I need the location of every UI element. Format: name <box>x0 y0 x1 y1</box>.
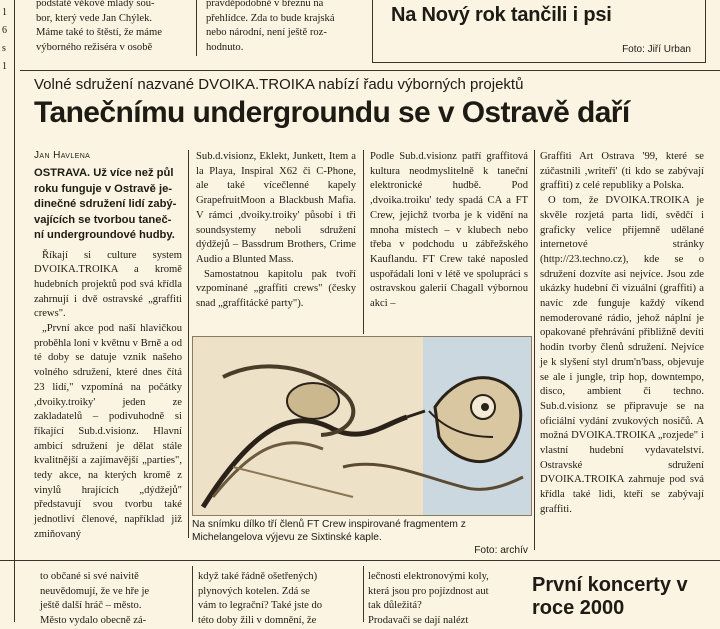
bottom-headline: První koncerty v roce 2000 <box>532 574 688 619</box>
article-col1 <box>34 166 182 543</box>
article-byline: Jan Havlena <box>34 150 91 161</box>
bottom-col-rule-2 <box>363 566 364 622</box>
article-col4-para1: Graffiti Art Ostrava '99, které se zúčastnili ,writeři' (ti kdo se zabývají graffiti) z celé republiky a Polska. <box>540 151 704 192</box>
article-col1-para1: Říkají si culture system DVOIKA.TROIKA a kromě hudebních projektů pod svá křídla zahrnují i dvě ostravské „graffiti crews". <box>34 249 182 320</box>
photo-credit: Foto: archív <box>474 545 528 556</box>
graffiti-photo <box>192 336 532 516</box>
col-rule-3 <box>534 150 535 550</box>
article-headline: Tanečnímu undergroundu se v Ostravě daří <box>34 96 630 129</box>
top-clip-col2: pravděpodobně v březnu na přehlídce. Zda to bude krajská nebo národní, není ještě roz- hodnuto. <box>206 0 335 54</box>
article-col2-para1: Sub.d.visionz, Eklekt, Junkett, Item a la Playa, Inspiral X62 či C-Phone, ale také vícečlenné kapely GrapefruitMoon a Blackbush Mafia. V rámci ,dvoiky.troiky' působí i tři soundsystemy neboli sdružení dýdžejů – Bassdrum Brothers, Crime Audio a Blunted Mass. <box>196 151 356 265</box>
left-margin-rule <box>14 0 15 622</box>
top-clip-col1: podstatě věkově mladý sou- bor, který vede Jan Chýlek. Máme také to štěstí, že máme výborného režiséra v osobě <box>36 0 162 54</box>
side-box <box>372 0 706 63</box>
article-col3 <box>370 150 528 312</box>
side-box-headline: Na Nový rok tančili i psi <box>391 4 612 26</box>
article-col1-para2: „První akce pod naší hlavičkou proběhla loni v květnu v Brně a od té doby se datuje vznik našeho volného sdružení, které dnes čítá 23 lidí," vzpomíná na počátky ,dvoiky.troiky' jeden ze zakladatelů – podivuhodně si říkající Sub.d.visionz. Hlavní ambicí sdružení je dělat stále kvalitnější a zajímavější „parties", tedy akce, na kterých kromě z vinylů hrajících „dýdžejů" představují svou tvorbu také jednotliví členové, například již zmiňovaný <box>34 323 182 540</box>
top-column-rule <box>196 0 197 56</box>
section-divider <box>20 70 720 71</box>
article-lead: OSTRAVA. Už více než půl roku funguje v Ostravě je- dinečné sdružení lidí zabý- vajících se tvorbou taneč- ní undergroundové hudby. <box>34 167 177 241</box>
graffiti-illustration <box>193 337 531 515</box>
article-col2-para2: Samostatnou kapitolu pak tvoří vzpomínané „graffiti crews" (česky snad „graffitácké party"). <box>196 268 356 310</box>
left-margin-text: 1 6 s 1 <box>2 7 7 72</box>
side-box-credit: Foto: Jiří Urban <box>622 44 691 55</box>
bottom-col-rule-1 <box>192 566 193 622</box>
bottom-divider <box>0 560 720 561</box>
col-rule-1 <box>188 150 189 538</box>
col-rule-2 <box>363 150 364 334</box>
article-col3-para1: Podle Sub.d.visionz patří graffitová kultura neodmyslitelně k taneční elektronické hudbě. Pod ,dvoika.troiku' tedy spadá CA a FT Crew, jejichž tvorba je k vidění na mnoha místech – v klubech nebo třeba v podchodu u zábřežského Kauflandu. FT Crew také naposled uspořádali loni v létě ve spolupráci s ostravskou galerií Chagall výbornou akci – <box>370 151 528 310</box>
bottom-clip-col2: když také řádně ošetřených) plynových kotelen. Zdá se vám to legrační? Také jste do této doby žili v domnění, že <box>198 571 323 627</box>
bottom-clip-col3: lečnosti elektronovými koly, která jsou pro pojízdnost aut tak důležitá? Prodavači se dají nalézt <box>368 571 489 627</box>
article-col4-para2: O tom, že DVOIKA.TROIKA je skvěle rozjetá parta lidí, svědčí i graficky velice příjemně udělané internetové stránky (http://23.techno.cz), kde se o sdružení dozvíte asi nejvíce. Jsou zde ukázky hudební či vizuální (graffiti) a navíc zde funguje každý víkend nemoderované rádio, jehož náplní je opakované přehrávání přibližně devíti hodin tvorby členů sdružení. Nejvíce je k slyšení styl drum'n'bass, objevuje se ale i jungle, trip hop, downtempo, disco, ambient či techno. Sub.d.visionz se připravuje se na oficiální vydání zvukových nosičů. A možná DVOIKA.TROIKA „rozjede" i vlastní hudební vydavatelství. Ostravské sdružení DVOIKA.TROIKA zahrnuje pod svá křídla také lidi, kteří se zabývají graffiti. <box>540 195 704 515</box>
article-kicker: Volné sdružení nazvané DVOIKA.TROIKA nabízí řadu výborných projektů <box>34 76 524 93</box>
photo-caption: Na snímku dílko tří členů FT Crew inspirované fragmentem z Michelangelova výjevu ze Sixtinské kaple. Foto: archív <box>192 519 528 556</box>
article-col4 <box>540 150 704 518</box>
bottom-clip-col1: to občané si své naivitě neuvědomují, že ve hře je ještě další hráč – město. Město vydalo obecně zá- <box>40 571 150 627</box>
article-col2 <box>196 150 356 312</box>
